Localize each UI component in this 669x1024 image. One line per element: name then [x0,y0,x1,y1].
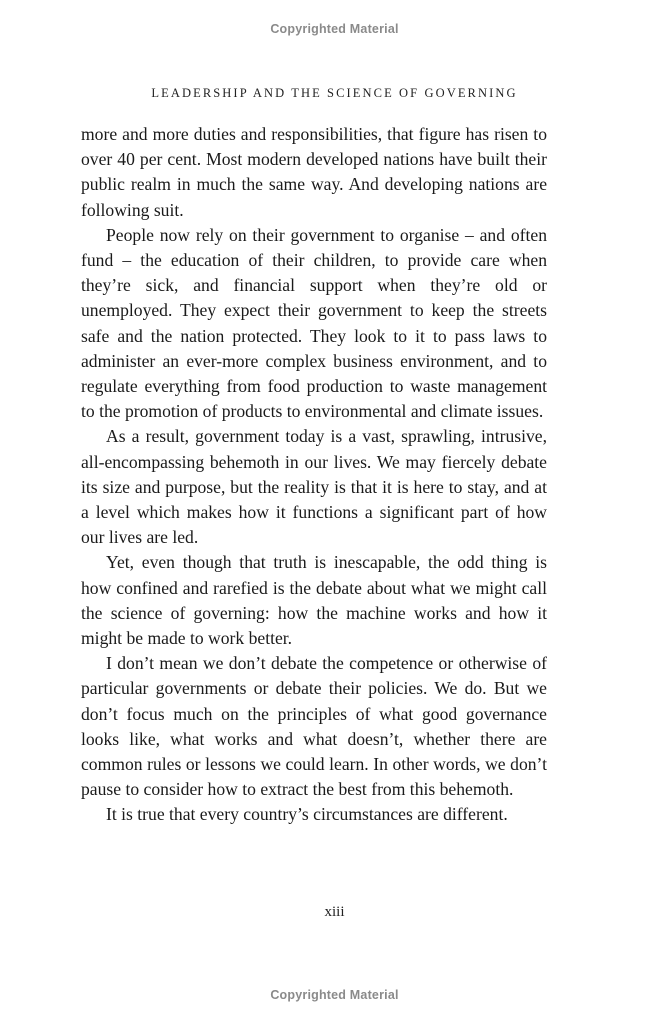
paragraph-4: Yet, even though that truth is inescapable, the odd thing is how confined and rarefied is the debate about what we might call the science of governing: how the machine works and how it might be made to work better. [81,552,547,649]
paragraph-5: I don’t mean we don’t debate the competence or otherwise of particular governments or debate their policies. We do. But we don’t focus much on the principles of what good governance looks like, what works and what doesn’t, whether there are common rules or lessons we could learn. In other words, we don’t pause to consider how to extract the best from this behemoth. [81,653,547,800]
paragraph-1: more and more duties and responsibilities, that figure has risen to over 40 per cent. Most modern developed nations have built their public realm in much the same way. And developing nations are following suit. [81,124,547,220]
copyright-watermark-bottom: Copyrighted Material [270,988,399,1002]
paragraph-3: As a result, government today is a vast, sprawling, intrusive, all-encompassing behemoth in our lives. We may fiercely debate its size and purpose, but the reality is that it is here to stay, and at a level which makes how it functions a significant part of how our lives are led. [81,426,547,548]
body-text [81,122,547,828]
page-number: xiii [324,904,345,920]
paragraph-6: It is true that every country’s circumstances are different. [106,804,508,825]
paragraph-2: People now rely on their government to organise – and often fund – the education of their children, to provide care when they’re sick, and financial support when they’re old or unemployed. They expect their government to keep the streets safe and the nation protected. They look to it to pass laws to administer an ever-more complex business environment, and to regulate everything from food production to waste management to the promotion of products to environmental and climate issues. [81,224,547,422]
copyright-watermark-top: Copyrighted Material [270,22,399,36]
running-head: LEADERSHIP AND THE SCIENCE OF GOVERNING [151,86,518,100]
